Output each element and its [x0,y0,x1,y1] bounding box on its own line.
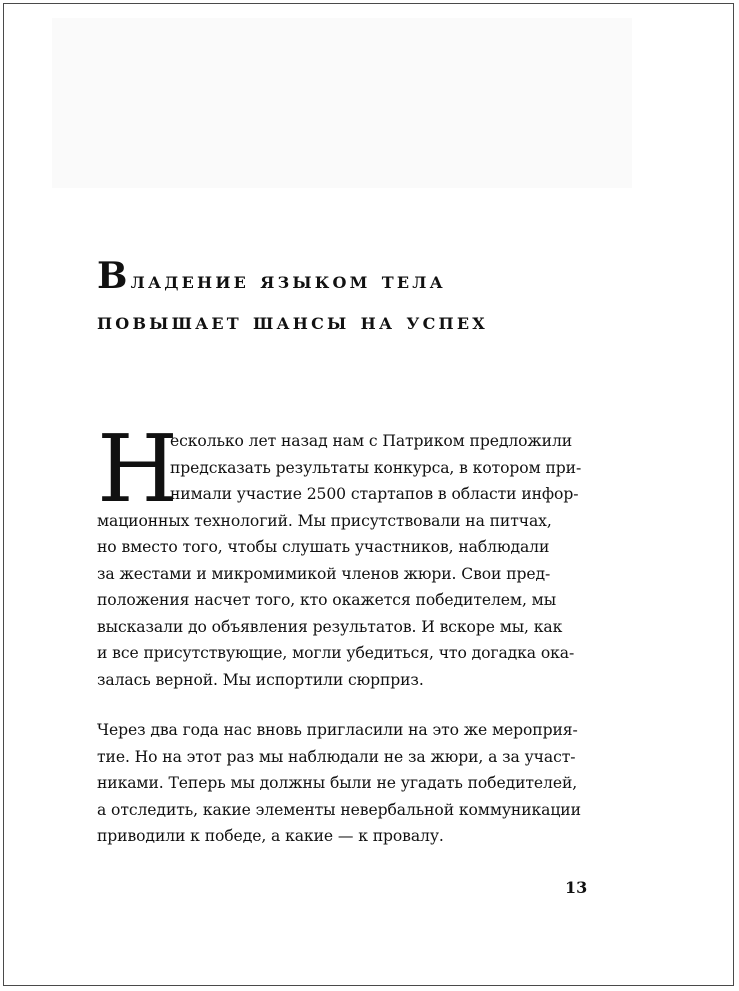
text-line: мационных технологий. Мы присутствовали на питчах, [97,511,552,530]
page-number: 13 [565,878,588,897]
text-line: есколько лет назад нам с Патриком предложили [170,432,573,450]
text-line: за жестами и микромимикой членов жюри. Свои пред- [97,564,551,583]
heading-line-1 [97,255,657,301]
text-line: тие. Но на этот раз мы наблюдали не за жюри, а за участ- [97,747,576,766]
text-line: но вместо того, чтобы слушать участников, наблюдали [97,538,550,556]
text-line: положения насчет того, кто окажется победителем, мы [97,591,557,609]
top-blank-area [52,18,632,188]
text-line: приводили к победе, а какие — к провалу. [97,827,444,845]
text-line: залась верной. Мы испортили сюрприз. [97,670,424,689]
text-line: а отследить, какие элементы невербальной коммуникации [97,800,581,819]
text-line: предсказать результаты конкурса, в котором при- [170,458,582,477]
text-line: и все присутствующие, могли убедиться, что догадка ока- [97,644,575,662]
text-line: никами. Теперь мы должны были не угадать победителей, [97,774,578,792]
paragraph-2 [97,717,597,850]
heading-line-1-rest: ладение языком тела [130,267,446,294]
drop-cap: Н [97,415,179,523]
text-line: нимали участие 2500 стартапов в области инфор- [170,485,579,503]
text-line: высказали до объявления результатов. И вскоре мы, как [97,617,563,636]
chapter-heading [97,255,657,342]
paragraph-1 [97,415,597,693]
heading-initial: В [97,255,131,297]
heading-line-2: повышает шансы на успех [97,308,488,335]
text-line: Через два года нас вновь пригласили на это же мероприя- [97,721,578,739]
